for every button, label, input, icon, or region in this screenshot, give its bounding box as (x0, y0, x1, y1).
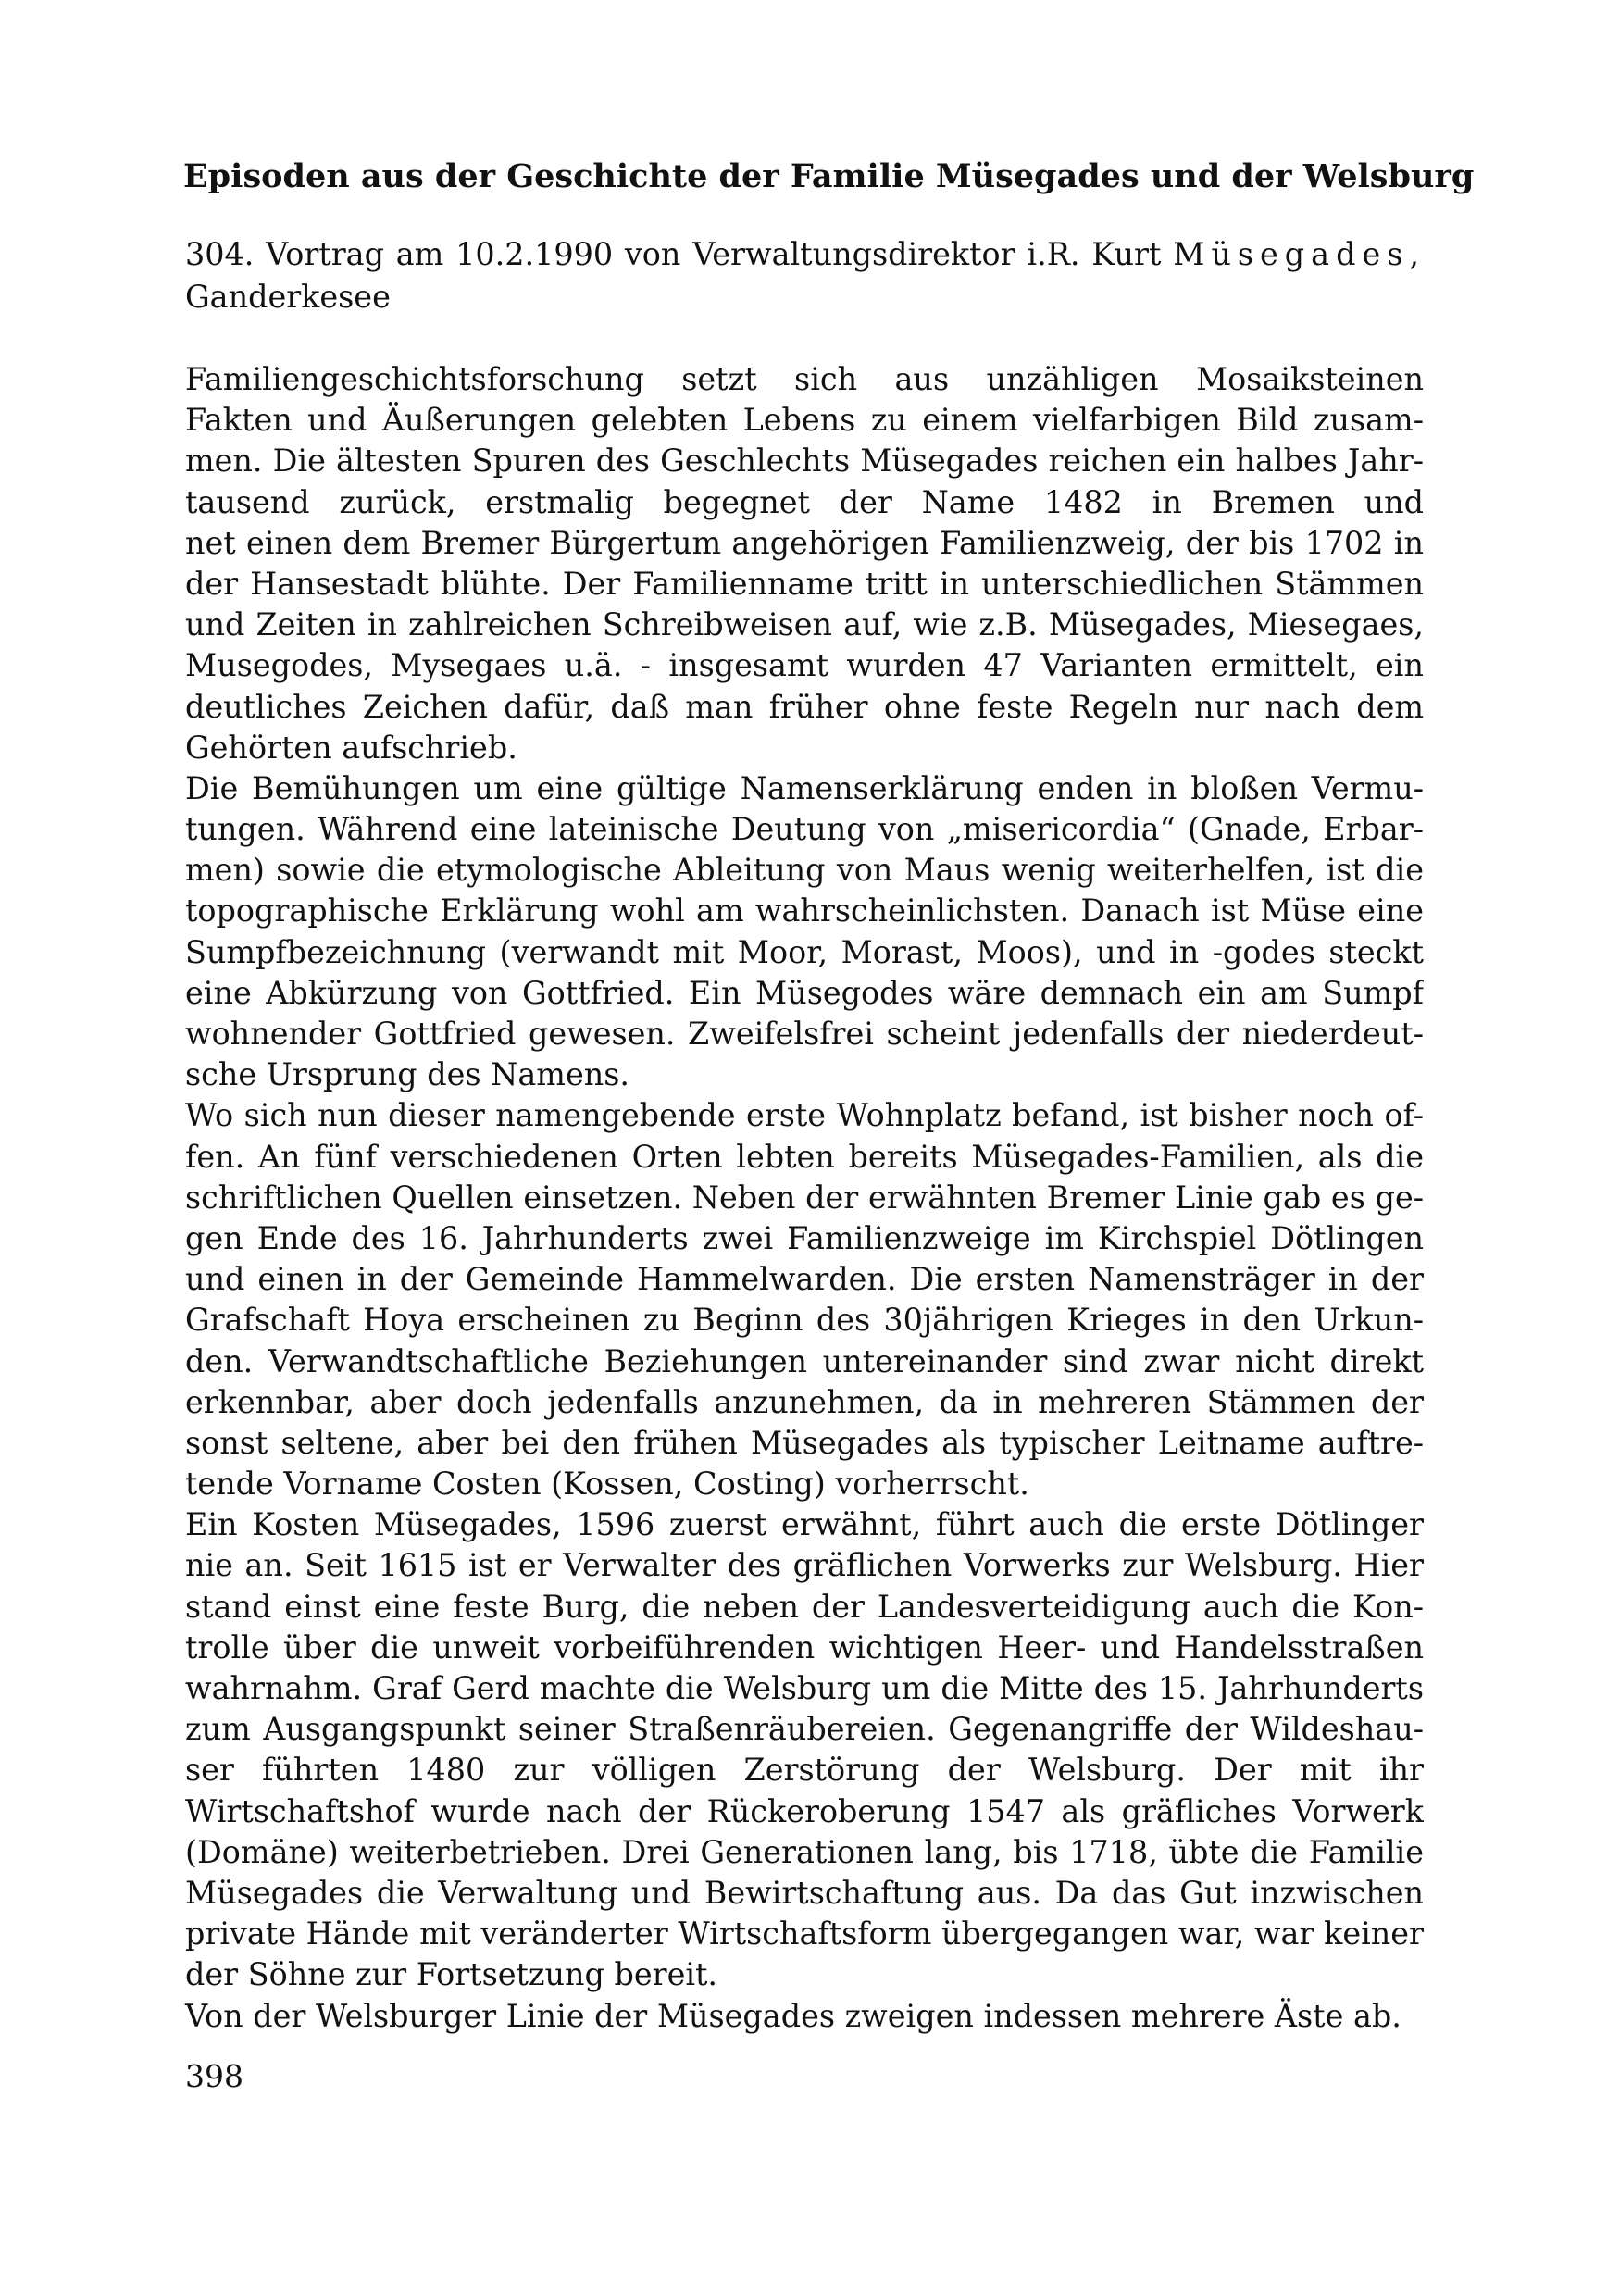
text-line: fen. An fünf verschiedenen Orten lebten bereits Müsegades-Familien, als die (185, 1138, 1424, 1175)
text-line: und Zeiten in zahlreichen Schreibweisen auf, wie z.B. Müsegades, Miesegaes, (185, 606, 1424, 643)
body-text (185, 359, 1424, 2037)
text-line: schriftlichen Quellen einsetzen. Neben der erwähnten Bremer Linie gab es ge- (185, 1179, 1424, 1216)
text-line: Musegodes, Mysegaes u.ä. - insgesamt wurden 47 Varianten ermittelt, ein (185, 647, 1424, 684)
lecture-prefix: 304. Vortrag am 10.2.1990 von Verwaltungsdirektor i.R. Kurt (185, 236, 1162, 272)
text-line: tausend zurück, erstmalig begegnet der Name 1482 in Bremen und (185, 483, 1424, 520)
text-line: gen Ende des 16. Jahrhunderts zwei Familienzweige im Kirchspiel Dötlingen (185, 1219, 1424, 1256)
text-line: deutliches Zeichen dafür, daß man früher ohne feste Regeln nur nach dem (185, 688, 1424, 725)
page-number: 398 (185, 2058, 243, 2094)
text-line: tende Vorname Costen (Kossen, Costing) vorherrscht. (185, 1466, 1029, 1503)
text-line: Ein Kosten Müsegades, 1596 zuerst erwähnt, führt auch die erste Dötlinger (185, 1506, 1424, 1543)
text-line: Müsegades die Verwaltung und Bewirtschaftung aus. Da das Gut inzwischen (185, 1874, 1424, 1911)
text-line: trolle über die unweit vorbeiführenden wichtigen Heer- und Handelsstraßen (185, 1628, 1424, 1666)
lecture-location: Ganderkesee (185, 279, 391, 315)
text-line: wohnender Gottfried gewesen. Zweifelsfrei scheint jedenfalls der niederdeut- (185, 1016, 1424, 1052)
page-heading: Episoden aus der Geschichte der Familie Müsegades und der Welsburg (183, 157, 1475, 195)
text-line: Sumpfbezeichnung (verwandt mit Moor, Morast, Moos), und in -godes steckt (185, 933, 1424, 970)
text-line: Die Bemühungen um eine gültige Namenserklärung enden in bloßen Vermu- (185, 769, 1424, 806)
text-line: net einen dem Bremer Bürgertum angehörigen Familienzweig, der bis 1702 in (185, 524, 1424, 561)
lecture-info (185, 233, 1426, 318)
text-line: wahrnahm. Graf Gerd machte die Welsburg um die Mitte des 15. Jahrhunderts (185, 1670, 1424, 1706)
text-line: sche Ursprung des Namens. (185, 1056, 629, 1093)
speaker-surname: Müsegades, (1173, 236, 1426, 272)
text-line: men) sowie die etymologische Ableitung von Maus wenig weiterhelfen, ist die (185, 852, 1424, 889)
text-line: Wo sich nun dieser namengebende erste Wohnplatz befand, ist bisher noch of- (185, 1097, 1424, 1134)
text-line: Fakten und Äußerungen gelebten Lebens zu einem vielfarbigen Bild zusam- (185, 402, 1424, 439)
text-line: private Hände mit veränderter Wirtschaftsform übergegangen war, war keiner (185, 1915, 1424, 1953)
text-line: und einen in der Gemeinde Hammelwarden. Die ersten Namensträger in der (185, 1261, 1424, 1298)
lecture-line-1 (185, 233, 1426, 276)
text-line: den. Verwandtschaftliche Beziehungen untereinander sind zwar nicht direkt (185, 1342, 1424, 1379)
text-line: eine Abkürzung von Gottfried. Ein Müsegodes wäre demnach ein am Sumpf (185, 974, 1424, 1011)
text-line: Grafschaft Hoya erscheinen zu Beginn des 30jährigen Krieges in den Urkun- (185, 1302, 1424, 1339)
text-line: ser führten 1480 zur völligen Zerstörung der Welsburg. Der mit ihr (185, 1752, 1424, 1789)
text-line: nie an. Seit 1615 ist er Verwalter des gräflichen Vorwerks zur Welsburg. Hier (185, 1547, 1424, 1584)
text-line: Familiengeschichtsforschung setzt sich aus unzähligen Mosaiksteinen (185, 361, 1424, 397)
text-line: Von der Welsburger Linie der Müsegades zweigen indessen mehrere Äste ab. (185, 1997, 1401, 2034)
text-line: men. Die ältesten Spuren des Geschlechts Müsegades reichen ein halbes Jahr- (185, 443, 1424, 480)
text-line: stand einst eine feste Burg, die neben der Landesverteidigung auch die Kon- (185, 1588, 1424, 1625)
text-line: der Hansestadt blühte. Der Familienname tritt in unterschiedlichen Stämmen (185, 565, 1424, 602)
text-line: (Domäne) weiterbetrieben. Drei Generationen lang, bis 1718, übte die Familie (185, 1833, 1424, 1870)
text-line: sonst seltene, aber bei den frühen Müsegades als typischer Leitname auftre- (185, 1424, 1424, 1461)
text-line: Wirtschaftshof wurde nach der Rückeroberung 1547 als gräfliches Vorwerk (185, 1792, 1424, 1829)
text-line: topographische Erklärung wohl am wahrscheinlichsten. Danach ist Müse eine (185, 892, 1424, 930)
text-line: erkennbar, aber doch jedenfalls anzunehmen, da in mehreren Stämmen der (185, 1383, 1424, 1420)
text-line: Gehörten aufschrieb. (185, 729, 517, 766)
text-line: der Söhne zur Fortsetzung bereit. (185, 1956, 718, 1993)
text-line: tungen. Während eine lateinische Deutung von „misericordia“ (Gnade, Erbar- (185, 811, 1424, 848)
text-line: zum Ausgangspunkt seiner Straßenräubereien. Gegenangriffe der Wildeshau- (185, 1711, 1424, 1748)
